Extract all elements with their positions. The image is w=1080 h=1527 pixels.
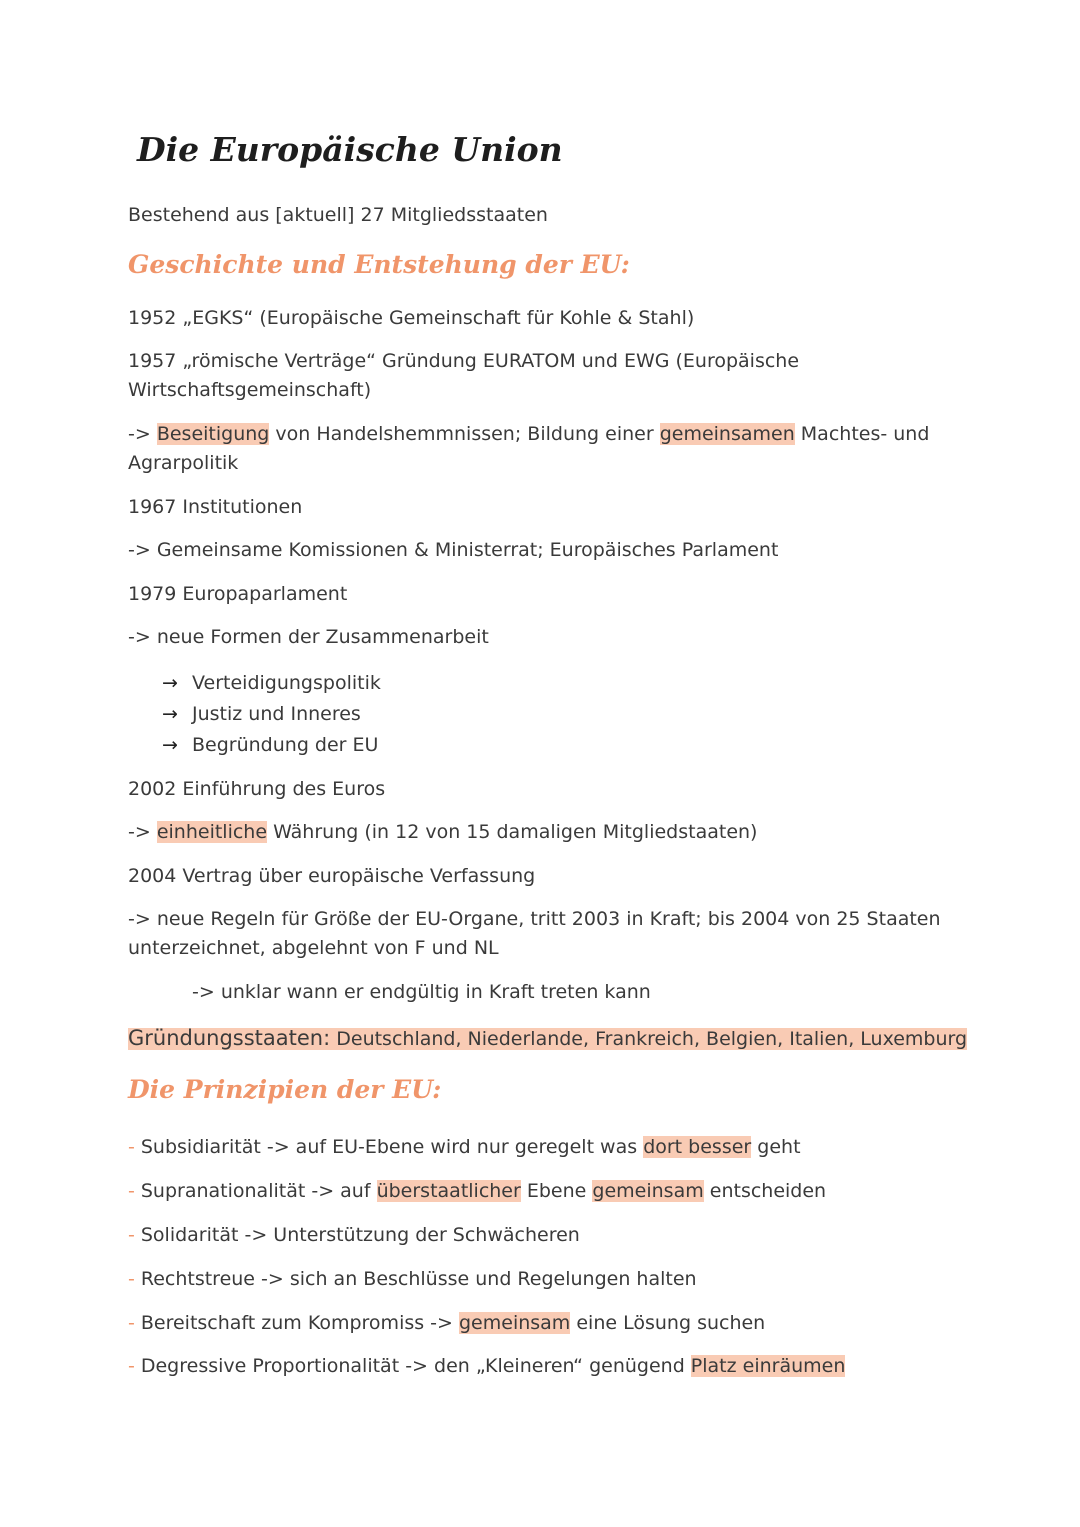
principle-item — [128, 1176, 826, 1206]
text-segment: Rechtstreue -> sich an Beschlüsse und Regelungen halten — [140, 1268, 697, 1290]
highlighted-text: Platz einräumen — [690, 1355, 846, 1377]
dash-bullet: - — [128, 1268, 135, 1290]
principle-item — [128, 1132, 801, 1162]
text-segment: -> — [128, 423, 157, 445]
history-line-1957-cont: Wirtschaftsgemeinschaft) — [128, 379, 372, 401]
principle-item — [128, 1220, 580, 1250]
text-segment: Solidarität -> Unterstützung der Schwächeren — [140, 1224, 580, 1246]
highlighted-text: gemeinsam — [592, 1180, 704, 1202]
principles-heading-text: Die Prinzipien der EU: — [128, 1075, 442, 1104]
sub-list-item — [162, 699, 361, 729]
dash-bullet: - — [128, 1224, 135, 1246]
text-segment: Supranationalität -> auf — [140, 1180, 377, 1202]
text-segment: geht — [751, 1136, 801, 1158]
sub-list-item — [162, 730, 378, 760]
intro-line: Bestehend aus [aktuell] 27 Mitgliedsstaaten — [128, 204, 548, 226]
principle-item — [128, 1308, 765, 1338]
history-line-1952: 1952 „EGKS“ (Europäische Gemeinschaft für Kohle & Stahl) — [128, 307, 695, 329]
text-segment: eine Lösung suchen — [570, 1312, 766, 1334]
principles-heading — [128, 1075, 441, 1104]
highlighted-text: dort besser — [643, 1136, 752, 1158]
dash-bullet: - — [128, 1312, 135, 1334]
history-line-2004: 2004 Vertrag über europäische Verfassung — [128, 865, 536, 887]
dash-bullet: - — [128, 1180, 135, 1202]
highlighted-text: überstaatlicher — [376, 1180, 521, 1202]
principle-item — [128, 1351, 845, 1381]
founding-states-label: Gründungsstaaten: — [128, 1026, 331, 1050]
history-line-euro — [128, 817, 757, 847]
founding-states-list: Deutschland, Niederlande, Frankreich, Belgien, Italien, Luxemburg — [330, 1028, 968, 1050]
history-line-constitution-cont: unterzeichnet, abgelehnt von F und NL — [128, 937, 499, 959]
history-line-cooperation: -> neue Formen der Zusammenarbeit — [128, 626, 489, 648]
text-segment: von Handelshemmnissen; Bildung einer — [269, 423, 660, 445]
text-segment: entscheiden — [703, 1180, 827, 1202]
history-line-customs-cont: Agrarpolitik — [128, 452, 239, 474]
sub-list-item-text: Verteidigungspolitik — [192, 672, 381, 694]
sub-list-item — [162, 668, 381, 698]
history-line-1957: 1957 „römische Verträge“ Gründung EURATOM und EWG (Europäische — [128, 350, 800, 372]
history-line-1967: 1967 Institutionen — [128, 496, 303, 518]
arrow-right-icon: → — [162, 672, 178, 694]
history-line-unclear: -> unklar wann er endgültig in Kraft treten kann — [192, 981, 651, 1003]
history-line-1979: 1979 Europaparlament — [128, 583, 348, 605]
text-segment: Währung (in 12 von 15 damaligen Mitgliedstaaten) — [267, 821, 758, 843]
sub-list-item-text: Justiz und Inneres — [192, 703, 361, 725]
founding-states — [128, 1023, 967, 1054]
dash-bullet: - — [128, 1136, 135, 1158]
principle-item — [128, 1264, 697, 1294]
history-line-customs — [128, 419, 929, 449]
highlighted-text: einheitliche — [156, 821, 268, 843]
arrow-right-icon: → — [162, 734, 178, 756]
highlighted-text: gemeinsam — [459, 1312, 571, 1334]
text-segment: Ebene — [520, 1180, 593, 1202]
text-segment: Bereitschaft zum Kompromiss -> — [140, 1312, 459, 1334]
text-segment: Machtes- und — [794, 423, 930, 445]
history-line-constitution: -> neue Regeln für Größe der EU-Organe, tritt 2003 in Kraft; bis 2004 von 25 Staaten — [128, 908, 941, 930]
highlighted-text: gemeinsamen — [659, 423, 795, 445]
history-heading — [128, 250, 630, 279]
founding-states-highlight — [128, 1028, 967, 1050]
arrow-right-icon: → — [162, 703, 178, 725]
history-line-institutions: -> Gemeinsame Komissionen & Ministerrat; Europäisches Parlament — [128, 539, 779, 561]
sub-list-item-text: Begründung der EU — [192, 734, 379, 756]
text-segment: Degressive Proportionalität -> den „Kleineren“ genügend — [140, 1355, 691, 1377]
highlighted-text: Beseitigung — [156, 423, 270, 445]
page-title: Die Europäische Union — [137, 130, 563, 169]
history-line-2002: 2002 Einführung des Euros — [128, 778, 386, 800]
dash-bullet: - — [128, 1355, 135, 1377]
history-heading-text: Geschichte und Entstehung der EU: — [128, 250, 630, 279]
text-segment: Subsidiarität -> auf EU-Ebene wird nur geregelt was — [140, 1136, 644, 1158]
text-segment: -> — [128, 821, 157, 843]
